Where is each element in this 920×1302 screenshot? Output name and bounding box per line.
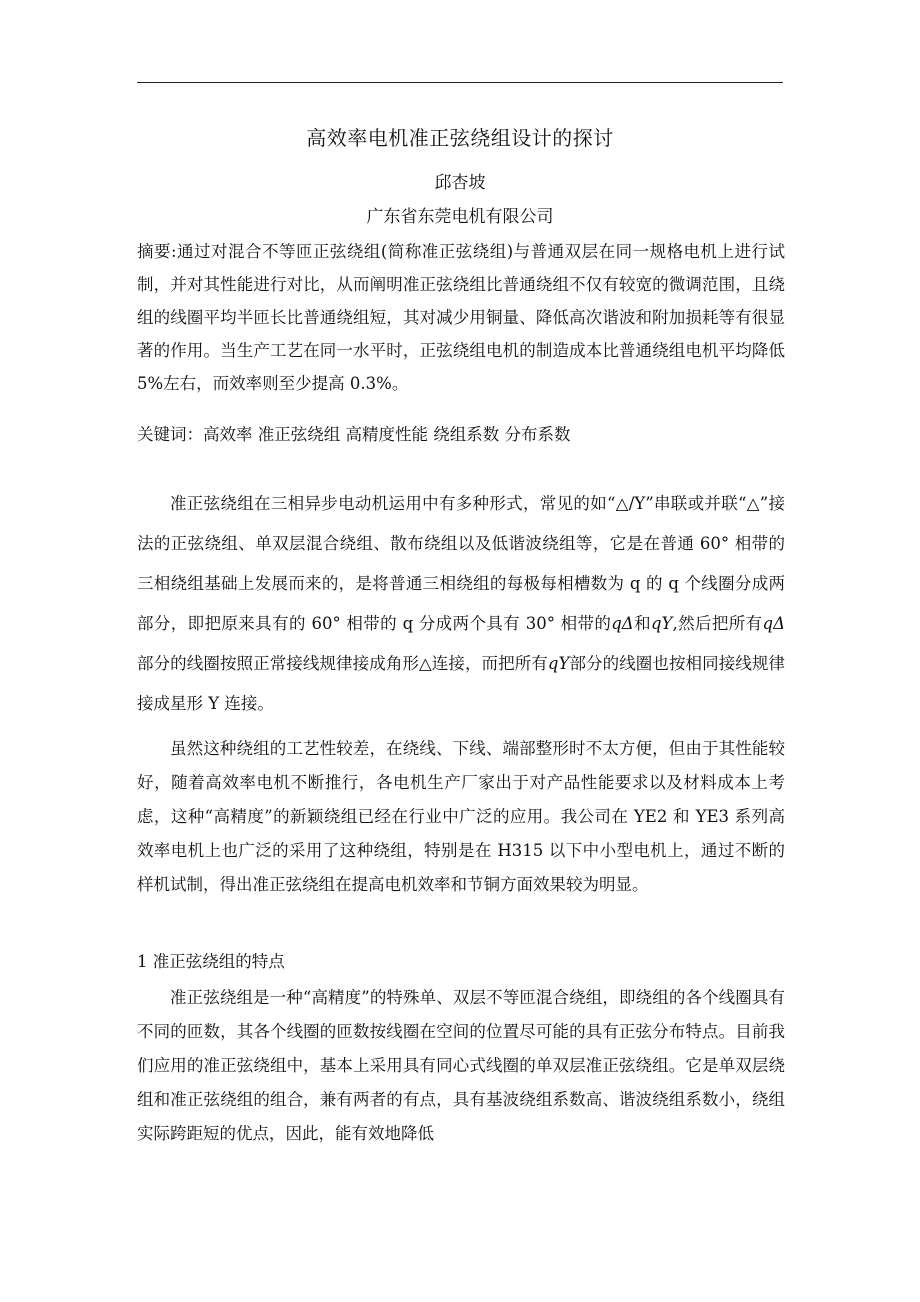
paper-title: 高效率电机准正弦绕组设计的探讨 <box>306 126 614 150</box>
math-q-delta: qΔ <box>611 614 634 633</box>
paragraph-features: 准正弦绕组是一种“高精度”的特殊单、双层不等匝混合绕组，即绕组的各个线圈具有不同的匝数，其各个线圈的匝数按线圈在空间的位置尽可能的具有正弦分布特点。目前我们应用的准正弦绕组中，基本上采用具有同心式线圈的单双层准正弦绕组。它是单双层绕组和准正弦绕组的组合，兼有两者的有点，具有基波绕组系数高、谐波绕组系数小，绕组实际跨距短的优点，因此，能有效地降低 <box>137 988 785 1143</box>
keywords-text: 高效率 准正弦绕组 高精度性能 绕组系数 分布系数 <box>203 425 571 444</box>
paragraph-intro <box>137 484 785 724</box>
paragraph-intro-part-c: 部分的线圈按照正常接线规律接成角形△连接，而把所有 <box>137 654 548 673</box>
paragraph-application: 虽然这种绕组的工艺性较差，在绕线、下线、端部整形时不太方便，但由于其性能较好，随着高效率电机不断推行，各电机生产厂家出于对产品性能要求以及材料成本上考虑，这种“高精度”的新颖绕组已经在行业中广泛的应用。我公司在 YE2 和 YE3 系列高效率电机上也广泛的采用了这种绕组，特别是在 H315 以下中小型电机上，通过不断的样机试制，得出准正弦绕组在提高电机效率和节铜方面效果较为明显。 <box>137 739 785 894</box>
keywords <box>137 418 785 451</box>
abstract <box>137 235 785 400</box>
keywords-label: 关键词： <box>137 425 203 444</box>
math-q-y: qY <box>651 614 673 633</box>
paragraph-intro-and: 和 <box>633 614 651 633</box>
abstract-label: 摘要: <box>137 242 177 261</box>
author-name: 邱杏坡 <box>434 173 486 193</box>
author-affiliation: 广东省东莞电机有限公司 <box>366 207 554 227</box>
paragraph-intro-part-d: 部分的线圈也按相同接线规律接成星形 Y 连接。 <box>137 654 785 713</box>
math-q-y-2: qY <box>547 654 570 673</box>
section-heading-1: 1 准正弦绕组的特点 <box>137 952 285 971</box>
paragraph-intro-part-b: ,然后把所有 <box>672 614 763 633</box>
paragraph-intro-part-a: 准正弦绕组在三相异步电动机运用中有多种形式，常见的如“△/Y”串联或并联“△”接法的正弦绕组、单双层混合绕组、散布绕组以及低谐波绕组等，它是在普通 60° 相带的三相绕组基础上发展而来的，是将普通三相绕组的每极每相槽数为 q 的 q 个线圈分成两部分，即把原来具有的 60° 相带的 q 分成两个具有 30° 相带的 <box>137 494 785 633</box>
header-rule <box>137 82 783 83</box>
abstract-text: 通过对混合不等匝正弦绕组(简称准正弦绕组)与普通双层在同一规格电机上进行试制，并对其性能进行对比，从而阐明准正弦绕组比普通绕组不仅有较宽的微调范围，且绕组的线圈平均半匝长比普通绕组短，其对减少用铜量、降低高次谐波和附加损耗等有很显著的作用。当生产工艺在同一水平时，正弦绕组电机的制造成本比普通绕组电机平均降低 5%左右，而效率则至少提高 0.3%。 <box>137 242 786 393</box>
math-q-delta-2: qΔ <box>762 614 785 633</box>
